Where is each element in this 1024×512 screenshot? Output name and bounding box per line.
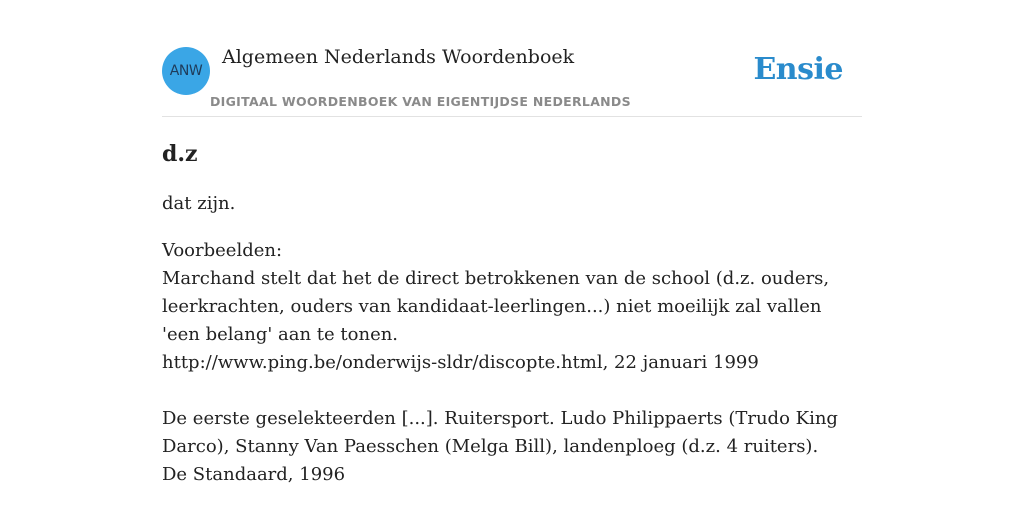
example-text: Marchand stelt dat het de direct betrokkenen van de school (d.z. ouders, leerkrachten, ouders van kandidaat-leerlingen...) niet moeilijk zal vallen 'een belang' aan te tonen. — [162, 268, 830, 345]
example-source: De Standaard, 1996 — [162, 464, 346, 485]
entry-headword: d.z — [162, 141, 198, 167]
site-title[interactable]: Algemeen Nederlands Woordenboek — [222, 46, 575, 68]
example-text: De eerste geselekteerden [...]. Ruitersport. Ludo Philippaerts (Trudo King Darco), Stanny Van Paesschen (Melga Bill), landenploeg (d.z. 4 ruiters). — [162, 408, 838, 457]
example-item — [162, 265, 862, 377]
example-item — [162, 405, 862, 489]
example-source: http://www.ping.be/onderwijs-sldr/discopte.html, 22 januari 1999 — [162, 352, 759, 373]
examples-label: Voorbeelden: — [162, 240, 283, 261]
site-header — [162, 0, 862, 117]
entry-content — [162, 138, 862, 512]
anw-logo[interactable]: ANW — [162, 47, 210, 95]
examples-section — [162, 237, 862, 489]
site-subtitle: DIGITAAL WOORDENBOEK VAN EIGENTIJDSE NEDERLANDS — [210, 94, 631, 109]
ensie-brand-logo[interactable]: Ensie — [753, 52, 843, 87]
entry-definition: dat zijn. — [162, 193, 236, 214]
